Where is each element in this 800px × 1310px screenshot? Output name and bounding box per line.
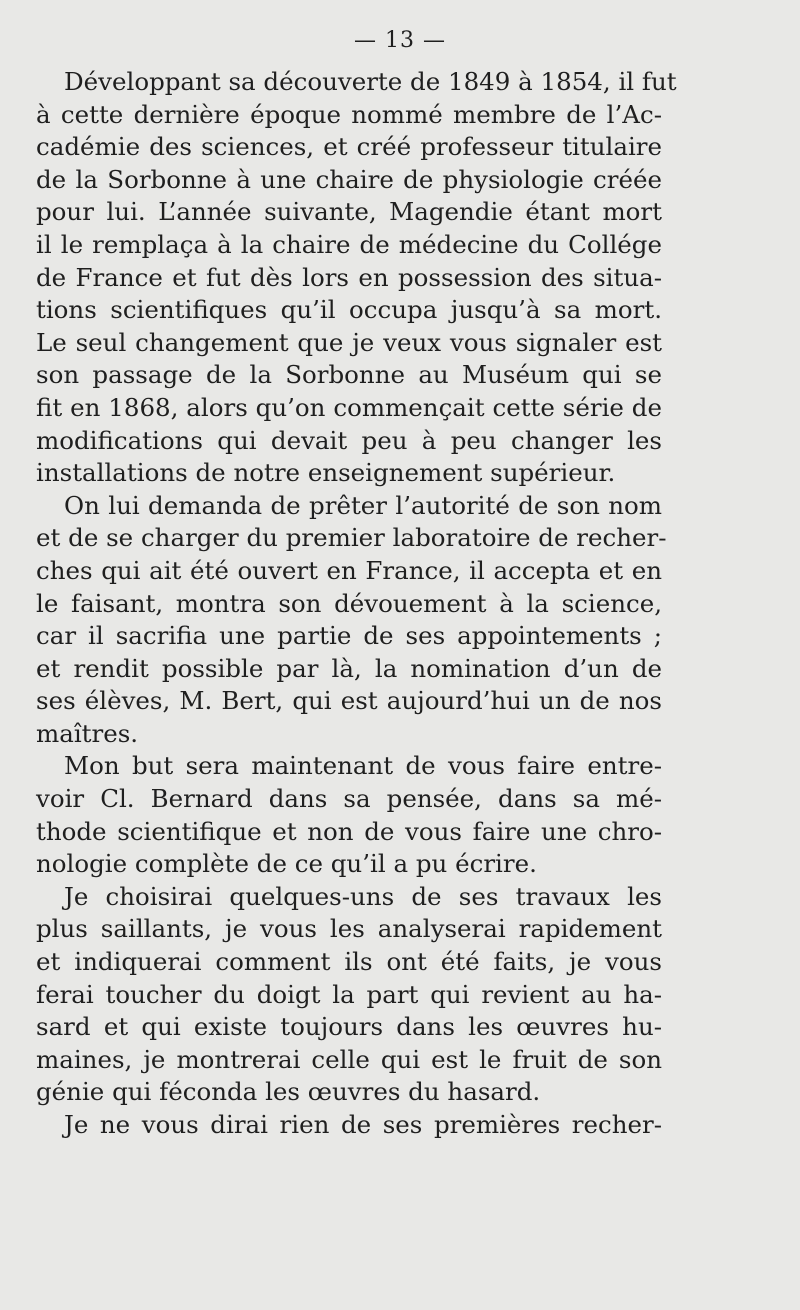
text-line: ferai toucher du doigt la part qui revient au ha- xyxy=(36,979,662,1009)
text-line: à cette dernière époque nommé membre de l’Ac- xyxy=(36,99,662,129)
text-line: Le seul changement que je veux vous signaler est xyxy=(36,327,662,357)
text-line: il le remplaça à la chaire de médecine du Collége xyxy=(36,229,662,259)
text-line: pour lui. L’année suivante, Magendie étant mort xyxy=(36,197,662,227)
text-line: installations de notre enseignement supérieur. xyxy=(36,458,616,488)
text-line: Développant sa découverte de 1849 à 1854, il fut xyxy=(64,67,677,96)
text-line: tions scientifiques qu’il occupa jusqu’à sa mort. xyxy=(36,295,662,325)
text-line: car il sacrifia une partie de ses appointements ; xyxy=(36,621,662,651)
text-line: Je ne vous dirai rien de ses premières recher- xyxy=(64,1110,662,1139)
text-line: cadémie des sciences, et créé professeur titulaire xyxy=(36,132,662,162)
text-line: Je choisirai quelques-uns de ses travaux les xyxy=(64,881,662,911)
text-line: de la Sorbonne à une chaire de physiologie créée xyxy=(36,164,662,194)
text-line: sard et qui existe toujours dans les œuvres hu- xyxy=(36,1012,662,1042)
text-line: Mon but sera maintenant de vous faire entre- xyxy=(64,751,662,781)
text-line: ches qui ait été ouvert en France, il accepta et en xyxy=(36,555,662,585)
text-line: maîtres. xyxy=(36,718,139,748)
paragraph xyxy=(36,750,662,880)
text-line: modifications qui devait peu à peu changer les xyxy=(36,425,662,455)
text-line: fit en 1868, alors qu’on commençait cette série de xyxy=(36,392,662,422)
text-line: ses élèves, M. Bert, qui est aujourd’hui un de nos xyxy=(36,686,662,716)
body-text xyxy=(36,66,677,1142)
text-line: plus saillants, je vous les analyserai rapidement xyxy=(36,914,662,944)
text-line: maines, je montrerai celle qui est le fruit de son xyxy=(36,1044,662,1074)
paragraph xyxy=(36,66,677,490)
text-line: et indiquerai comment ils ont été faits, je vous xyxy=(36,947,662,977)
paragraph xyxy=(36,490,667,751)
text-line: et de se charger du premier laboratoire de recher- xyxy=(36,523,667,553)
paragraph xyxy=(36,1109,662,1142)
paragraph xyxy=(36,881,662,1109)
text-line: thode scientifique et non de vous faire une chro- xyxy=(36,816,662,846)
text-line: et rendit possible par là, la nomination d’un de xyxy=(36,653,662,683)
text-line: voir Cl. Bernard dans sa pensée, dans sa mé- xyxy=(36,784,662,814)
text-line: de France et fut dès lors en possession des situa- xyxy=(36,262,662,292)
text-line: le faisant, montra son dévouement à la science, xyxy=(36,588,662,618)
text-line: son passage de la Sorbonne au Muséum qui se xyxy=(36,360,662,390)
page-number: — 13 — xyxy=(354,28,446,53)
text-line: On lui demanda de prêter l’autorité de son nom xyxy=(64,490,662,520)
text-line: génie qui féconda les œuvres du hasard. xyxy=(36,1077,541,1107)
text-line: nologie complète de ce qu’il a pu écrire. xyxy=(36,849,537,879)
